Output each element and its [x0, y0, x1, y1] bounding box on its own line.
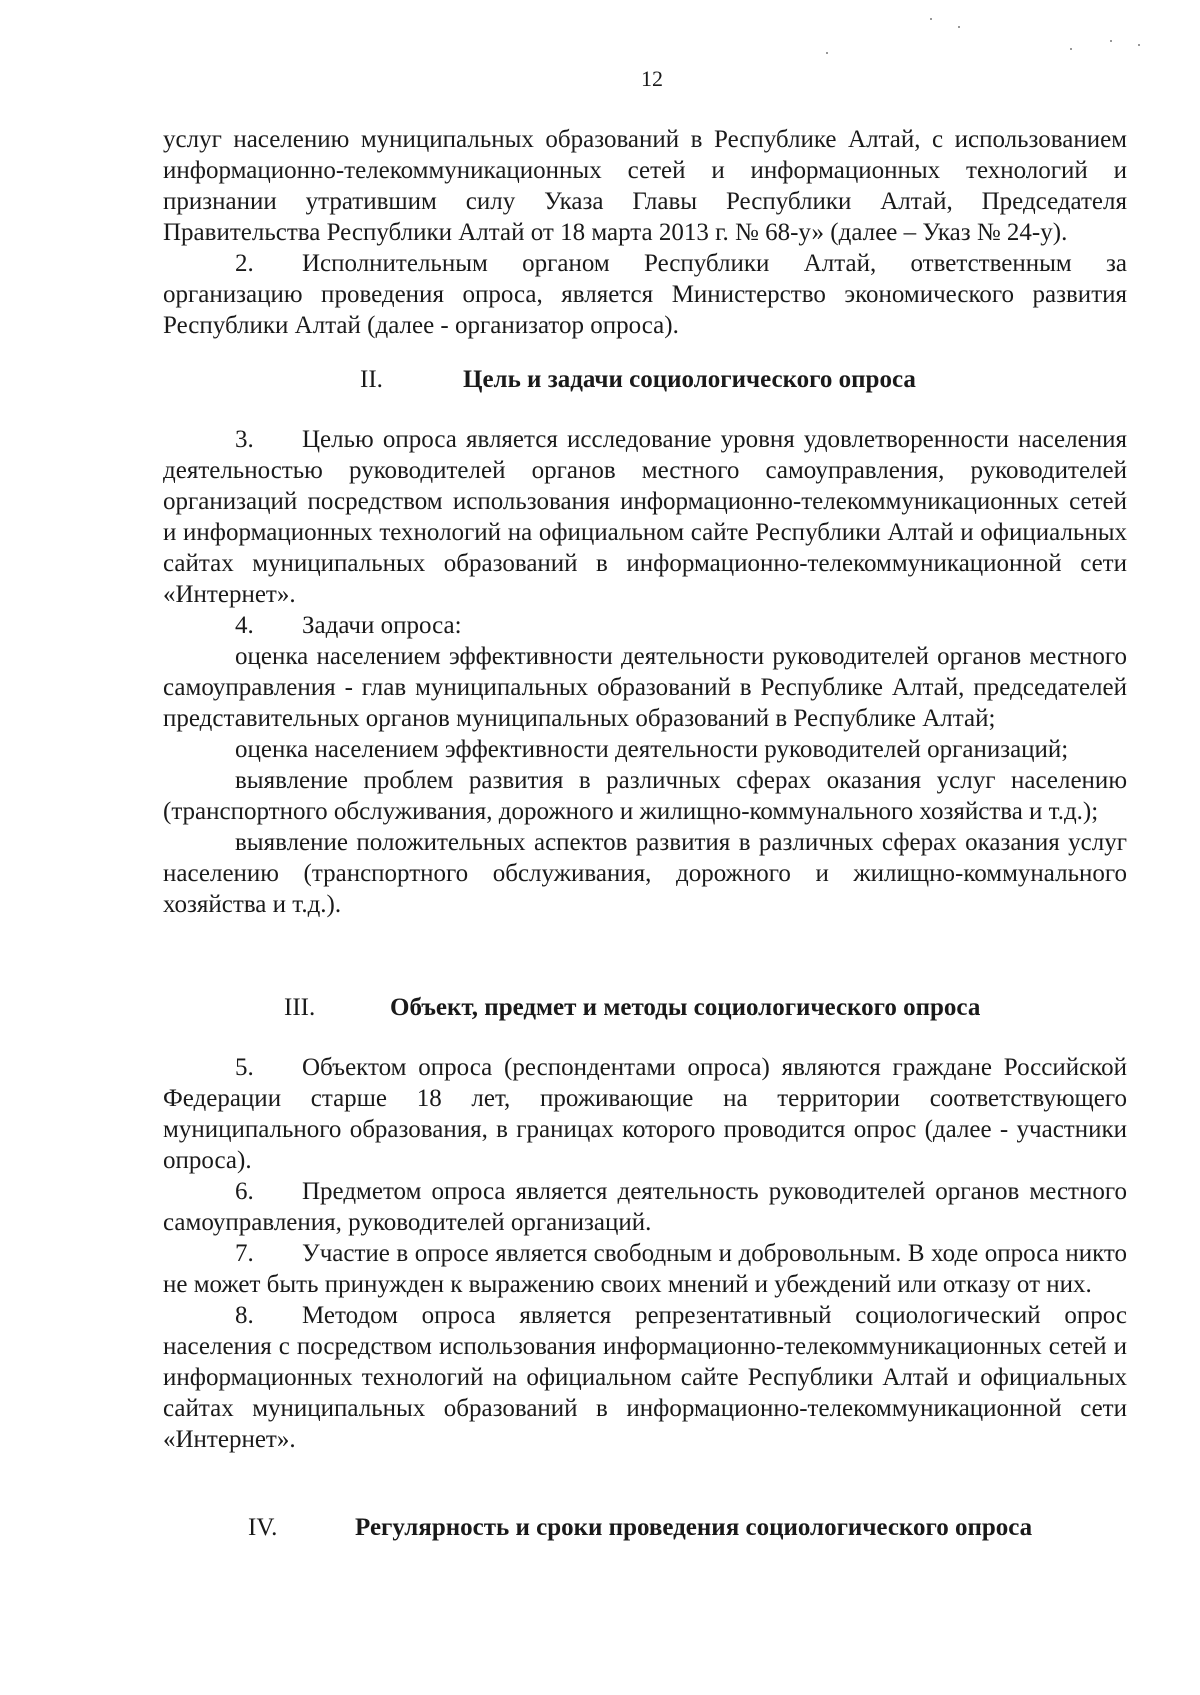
paragraph-text: Задачи опроса:: [302, 612, 462, 639]
paragraph-3: [163, 424, 1127, 610]
scan-speck: [958, 26, 960, 28]
paragraph-text: Целью опроса является исследование уровня удовлетворенности населения деятельностью руководителей органов местного самоуправления, руководителей организаций посредством использования информационно-телекоммуникационных сетей и информационных технологий на официальном сайте Республики Алтай и официальных сайтах муниципальных образований в информационно-телекоммуникационной сети «Интернет».: [163, 426, 1127, 608]
paragraph-8: [163, 1300, 1127, 1455]
task-item-2: оценка населением эффективности деятельности руководителей организаций;: [235, 736, 1069, 763]
task-item-3: выявление проблем развития в различных сферах оказания услуг населению (транспортного обслуживания, дорожного и жилищно-коммунального хозяйства и т.д.);: [163, 767, 1127, 825]
paragraph-text: Исполнительным органом Республики Алтай, ответственным за организацию проведения опроса, является Министерство экономического развития Республики Алтай (далее - организатор опроса).: [163, 250, 1127, 339]
object-methods-block: [163, 1052, 1127, 1455]
section-title: Цель и задачи социологического опроса: [463, 366, 916, 393]
section-title: Регулярность и сроки проведения социологического опроса: [355, 1514, 1033, 1541]
item-number: 7.: [235, 1240, 254, 1267]
section-number: III.: [284, 994, 316, 1021]
paragraph-1-continuation: услуг населению муниципальных образований в Республике Алтай, с использованием информационно-телекоммуникационных сетей и информационных технологий и признании утратившим силу Указа Главы Республики Алтай, Председателя Правительства Республики Алтай от 18 марта 2013 г. № 68-у» (далее – Указ № 24-у).: [163, 126, 1127, 246]
section-number: II.: [360, 366, 383, 393]
item-number: 3.: [235, 426, 254, 453]
paragraph-5: [163, 1052, 1127, 1176]
scan-speck: [1138, 44, 1140, 46]
paragraph-4: [163, 610, 1127, 641]
paragraph-text: Предметом опроса является деятельность руководителей органов местного самоуправления, руководителей организаций.: [163, 1178, 1127, 1236]
paragraph-text: Методом опроса является репрезентативный социологический опрос населения с посредством использования информационно-телекоммуникационных сетей и информационных технологий на официальном сайте Республики Алтай и официальных сайтах муниципальных образований в информационно-телекоммуникационной сети «Интернет».: [163, 1302, 1127, 1453]
paragraph-6: [163, 1176, 1127, 1238]
goals-block: [163, 424, 1127, 920]
item-number: 8.: [235, 1302, 254, 1329]
item-number: 5.: [235, 1054, 254, 1081]
scan-speck: [826, 52, 828, 54]
task-item-4: выявление положительных аспектов развития в различных сферах оказания услуг населению (транспортного обслуживания, дорожного и жилищно-коммунального хозяйства и т.д.).: [163, 829, 1127, 918]
item-number: 2.: [235, 250, 254, 277]
item-number: 6.: [235, 1178, 254, 1205]
paragraph-text: Участие в опросе является свободным и добровольным. В ходе опроса никто не может быть принужден к выражению своих мнений и убеждений или отказу от них.: [163, 1240, 1127, 1298]
intro-block: [163, 124, 1127, 341]
paragraph-2: [163, 248, 1127, 341]
page-number: 12: [641, 66, 663, 91]
paragraph-text: Объектом опроса (респондентами опроса) являются граждане Российской Федерации старше 18 лет, проживающие на территории соответствующего муниципального образования, в границах которого проводится опрос (далее - участники опроса).: [163, 1054, 1127, 1174]
paragraph-7: [163, 1238, 1127, 1300]
task-item-1: оценка населением эффективности деятельности руководителей органов местного самоуправления - глав муниципальных образований в Республике Алтай, председателей представительных органов муниципальных образований в Республике Алтай;: [163, 643, 1127, 732]
scan-speck: [1070, 48, 1072, 50]
item-number: 4.: [235, 612, 254, 639]
section-number: IV.: [248, 1514, 278, 1541]
scan-speck: [1110, 40, 1112, 42]
scan-speck: [930, 18, 932, 20]
section-title: Объект, предмет и методы социологического опроса: [390, 994, 981, 1021]
